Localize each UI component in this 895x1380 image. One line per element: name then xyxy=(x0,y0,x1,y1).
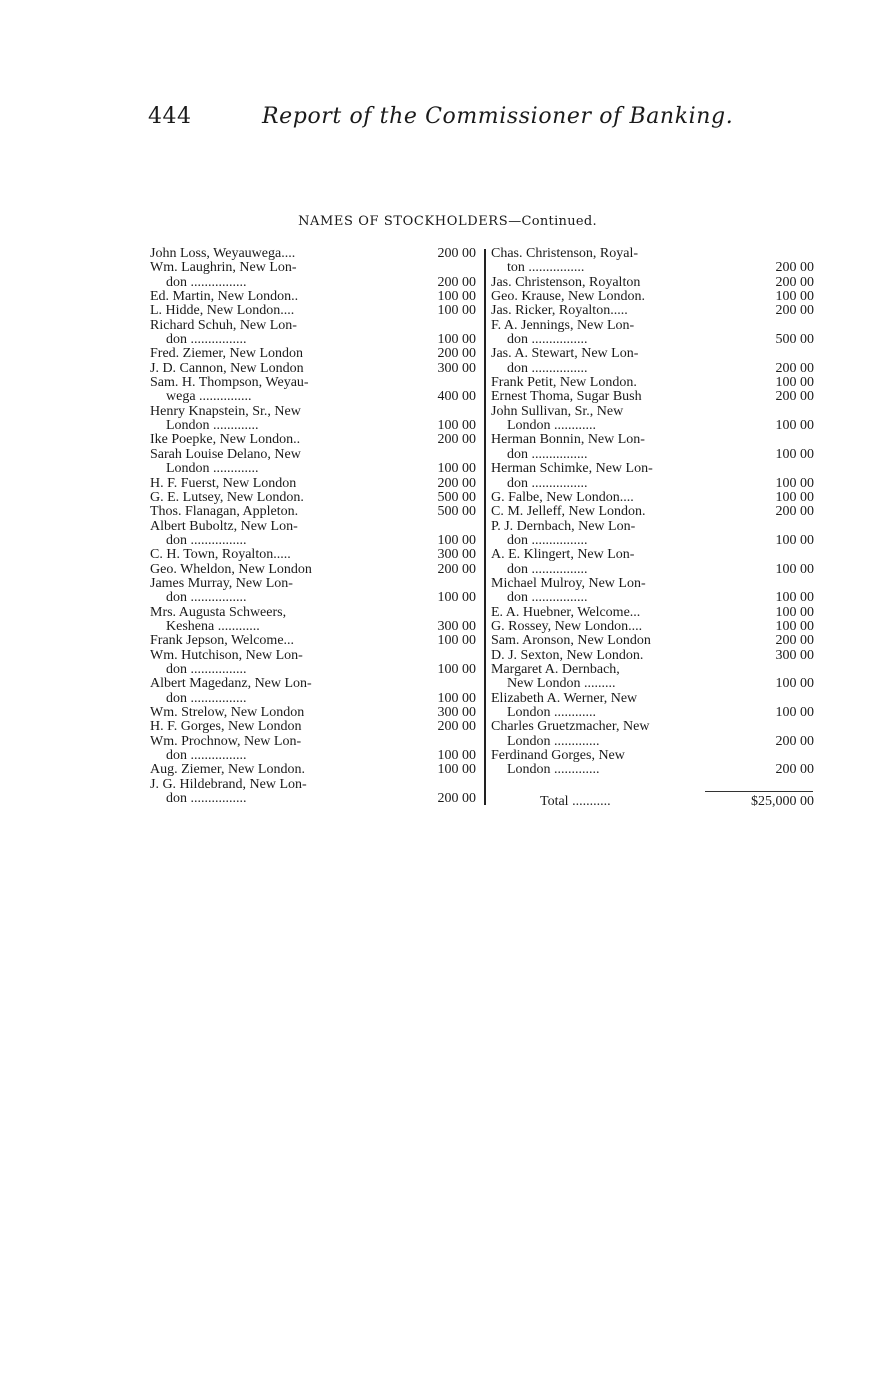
stockholder-amount: 100 00 xyxy=(434,663,477,677)
stockholder-amount: 300 00 xyxy=(434,706,477,720)
stockholder-name-line xyxy=(491,692,816,706)
stockholder-text: ton ................ xyxy=(507,261,585,276)
stockholder-amount: 100 00 xyxy=(434,534,477,548)
stockholder-text: C. H. Town, Royalton..... xyxy=(150,548,291,563)
stockholder-text: P. J. Dernbach, New Lon- xyxy=(491,519,636,534)
stockholder-amount: 100 00 xyxy=(772,376,815,390)
stockholder-name-line xyxy=(150,491,480,505)
stockholder-amount: 100 00 xyxy=(434,749,477,763)
stockholder-text: Elizabeth A. Werner, New xyxy=(491,691,638,706)
stockholder-entry xyxy=(491,462,816,491)
stockholder-entry xyxy=(491,606,816,620)
stockholder-amount: 500 00 xyxy=(772,333,815,347)
stockholder-entry xyxy=(150,304,480,318)
stockholder-amount: 100 00 xyxy=(772,290,815,304)
stockholder-text: John Sullivan, Sr., New xyxy=(491,404,624,419)
stockholder-entry xyxy=(491,577,816,606)
stockholder-text: Geo. Krause, New London. xyxy=(491,290,645,305)
stockholder-amount: 100 00 xyxy=(772,448,815,462)
stockholder-text: John Loss, Weyauwega.... xyxy=(150,247,296,261)
stockholder-amount: 100 00 xyxy=(434,634,477,648)
stockholder-text: G. Rossey, New London.... xyxy=(491,619,643,634)
stockholder-entry xyxy=(491,290,816,304)
stockholder-text: don ................ xyxy=(507,562,588,577)
stockholder-name-continuation xyxy=(150,276,480,290)
stockholder-amount: 100 00 xyxy=(772,563,815,577)
stockholder-entry xyxy=(150,491,480,505)
section-title-continued: —Continued. xyxy=(508,214,597,229)
section-title xyxy=(0,214,895,229)
stockholder-entry xyxy=(150,778,480,807)
stockholder-text: don ................ xyxy=(507,333,588,348)
stockholder-entry xyxy=(150,319,480,348)
stockholder-name-line xyxy=(150,319,480,333)
stockholder-text: F. A. Jennings, New Lon- xyxy=(491,318,635,333)
stockholder-amount: 200 00 xyxy=(434,477,477,491)
stockholder-text: don ................ xyxy=(166,533,247,548)
stockholder-text: don ................ xyxy=(166,792,247,807)
stockholder-text: don ................ xyxy=(507,591,588,606)
stockholder-text: G. E. Lutsey, New London. xyxy=(150,490,304,505)
stockholder-amount: 200 00 xyxy=(434,563,477,577)
stockholder-name-line xyxy=(491,276,816,290)
stockholder-name-continuation xyxy=(150,462,480,476)
stockholder-name-continuation xyxy=(150,663,480,677)
stockholder-text: D. J. Sexton, New London. xyxy=(491,648,644,663)
stockholder-entry xyxy=(150,606,480,635)
stockholder-entry xyxy=(491,276,816,290)
stockholder-amount: 100 00 xyxy=(772,677,815,691)
stockholder-text: Wm. Prochnow, New Lon- xyxy=(150,734,302,749)
stockholder-entry xyxy=(150,247,480,261)
stockholder-name-line xyxy=(491,390,816,404)
stockholder-text: Thos. Flanagan, Appleton. xyxy=(150,505,299,520)
stockholder-entry xyxy=(491,634,816,648)
stockholder-text: don ................ xyxy=(166,749,247,764)
total-amount: $25,000 00 xyxy=(747,794,814,810)
stockholder-text: Frank Petit, New London. xyxy=(491,376,637,391)
stockholder-text: Keshena ............ xyxy=(166,619,260,634)
stockholder-entry xyxy=(150,563,480,577)
stockholder-name-continuation xyxy=(491,677,816,691)
stockholder-text: L. Hidde, New London.... xyxy=(150,304,295,319)
stockholder-text: Wm. Laughrin, New Lon- xyxy=(150,261,297,276)
stockholder-name-line xyxy=(150,261,480,275)
stockholder-entry xyxy=(150,433,480,447)
stockholder-name-line xyxy=(150,778,480,792)
stockholder-entry xyxy=(491,390,816,404)
stockholder-entry xyxy=(491,548,816,577)
stockholder-name-continuation xyxy=(491,448,816,462)
stockholder-amount: 100 00 xyxy=(434,763,477,777)
stockholder-amount: 300 00 xyxy=(434,548,477,562)
running-head: Report of the Commissioner of Banking. xyxy=(262,104,734,129)
stockholder-name-line xyxy=(491,620,816,634)
stockholder-entry xyxy=(491,620,816,634)
stockholder-entry xyxy=(491,749,816,778)
stockholder-text: Margaret A. Dernbach, xyxy=(491,662,620,677)
stockholder-amount: 200 00 xyxy=(772,735,815,749)
stockholder-name-line xyxy=(491,505,816,519)
stockholder-entry xyxy=(491,692,816,721)
stockholder-text: G. Falbe, New London.... xyxy=(491,490,634,505)
stockholder-name-line xyxy=(491,663,816,677)
stockholder-text: Frank Jepson, Welcome... xyxy=(150,634,295,649)
stockholder-text: Herman Schimke, New Lon- xyxy=(491,462,653,477)
stockholder-amount: 300 00 xyxy=(434,620,477,634)
stockholder-amount: 100 00 xyxy=(772,534,815,548)
stockholder-entry xyxy=(150,548,480,562)
stockholder-name-line xyxy=(150,720,480,734)
stockholder-text: Fred. Ziemer, New London xyxy=(150,347,304,362)
stockholder-name-line xyxy=(491,548,816,562)
stockholder-amount: 500 00 xyxy=(434,505,477,519)
stockholder-amount: 100 00 xyxy=(434,692,477,706)
stockholder-amount: 100 00 xyxy=(434,419,477,433)
stockholder-entry xyxy=(491,720,816,749)
stockholder-name-line xyxy=(150,735,480,749)
stockholder-name-continuation xyxy=(491,735,816,749)
stockholder-entry xyxy=(150,261,480,290)
stockholder-name-line xyxy=(150,706,480,720)
stockholder-entry xyxy=(150,347,480,361)
stockholder-entry xyxy=(491,319,816,348)
stockholder-text: don ................ xyxy=(507,447,588,462)
stockholder-amount: 200 00 xyxy=(772,261,815,275)
stockholder-column-left xyxy=(150,247,480,806)
stockholder-text: Albert Buboltz, New Lon- xyxy=(150,519,298,534)
stockholder-name-line xyxy=(491,405,816,419)
stockholder-amount: 100 00 xyxy=(772,419,815,433)
stockholder-text: Wm. Hutchison, New Lon- xyxy=(150,648,303,663)
stockholder-text: Michael Mulroy, New Lon- xyxy=(491,576,646,591)
stockholder-entry xyxy=(491,247,816,276)
stockholder-text: Aug. Ziemer, New London. xyxy=(150,763,305,778)
stockholder-name-continuation xyxy=(150,620,480,634)
stockholder-name-continuation xyxy=(491,706,816,720)
stockholder-entry xyxy=(150,477,480,491)
stockholder-name-line xyxy=(491,347,816,361)
stockholder-name-continuation xyxy=(150,749,480,763)
stockholder-text: London ............ xyxy=(507,419,597,434)
stockholder-name-line xyxy=(150,405,480,419)
stockholder-entry xyxy=(491,505,816,519)
stockholder-amount: 200 00 xyxy=(434,792,477,806)
stockholder-amount: 300 00 xyxy=(772,649,815,663)
stockholder-name-continuation xyxy=(150,390,480,404)
stockholder-text: don ................ xyxy=(507,533,588,548)
stockholder-text: London ............ xyxy=(507,706,597,720)
stockholder-amount: 200 00 xyxy=(772,505,815,519)
stockholder-name-line xyxy=(491,520,816,534)
stockholder-entry xyxy=(491,520,816,549)
stockholder-name-line xyxy=(491,491,816,505)
stockholder-name-line xyxy=(150,649,480,663)
stockholder-text: Chas. Christenson, Royal- xyxy=(491,247,638,261)
stockholder-entry xyxy=(150,677,480,706)
stockholder-amount: 200 00 xyxy=(434,720,477,734)
total-row xyxy=(540,794,816,810)
stockholder-name-continuation xyxy=(491,333,816,347)
stockholder-name-continuation xyxy=(491,763,816,777)
stockholder-entry xyxy=(150,448,480,477)
stockholder-amount: 200 00 xyxy=(434,347,477,361)
stockholder-text: don ................ xyxy=(166,333,247,348)
stockholder-name-line xyxy=(491,720,816,734)
stockholder-name-continuation xyxy=(491,534,816,548)
stockholder-entry xyxy=(150,649,480,678)
stockholder-amount: 100 00 xyxy=(772,591,815,605)
stockholder-name-continuation xyxy=(491,591,816,605)
stockholder-text: London ............. xyxy=(166,419,259,434)
stockholder-name-continuation xyxy=(150,419,480,433)
stockholder-name-line xyxy=(491,649,816,663)
stockholder-name-continuation xyxy=(491,563,816,577)
section-title-text: NAMES OF STOCKHOLDERS xyxy=(298,214,509,229)
stockholder-name-line xyxy=(150,548,480,562)
stockholder-text: don ................ xyxy=(166,662,247,677)
stockholder-text: Henry Knapstein, Sr., New xyxy=(150,404,301,419)
stockholder-name-line xyxy=(491,433,816,447)
stockholder-name-line xyxy=(150,606,480,620)
stockholder-text: don ................ xyxy=(166,691,247,706)
stockholder-text: A. E. Klingert, New Lon- xyxy=(491,548,635,563)
stockholder-name-line xyxy=(491,304,816,318)
stockholder-amount: 200 00 xyxy=(772,763,815,777)
stockholder-name-line xyxy=(150,563,480,577)
stockholder-name-line xyxy=(491,606,816,620)
stockholder-text: Richard Schuh, New Lon- xyxy=(150,318,297,333)
stockholder-text: H. F. Gorges, New London xyxy=(150,720,302,735)
stockholder-text: wega ............... xyxy=(166,390,252,405)
stockholder-column-right xyxy=(491,247,816,778)
stockholder-name-line xyxy=(150,505,480,519)
total-label: Total ........... xyxy=(540,794,611,809)
stockholder-entry xyxy=(150,577,480,606)
stockholder-amount: 100 00 xyxy=(434,333,477,347)
stockholder-entry xyxy=(150,290,480,304)
stockholder-entry xyxy=(491,663,816,692)
stockholder-text: Ernest Thoma, Sugar Bush xyxy=(491,390,642,405)
stockholder-amount: 400 00 xyxy=(434,390,477,404)
stockholder-name-line xyxy=(150,477,480,491)
stockholder-text: Mrs. Augusta Schweers, xyxy=(150,605,287,620)
stockholder-text: J. G. Hildebrand, New Lon- xyxy=(150,777,307,792)
stockholder-amount: 100 00 xyxy=(434,462,477,476)
stockholder-amount: 100 00 xyxy=(772,706,815,720)
stockholder-entry xyxy=(491,405,816,434)
stockholder-text: Sarah Louise Delano, New xyxy=(150,447,301,462)
stockholder-entry xyxy=(150,520,480,549)
stockholder-name-line xyxy=(150,520,480,534)
stockholder-text: Ike Poepke, New London.. xyxy=(150,433,301,448)
stockholder-amount: 500 00 xyxy=(434,491,477,505)
stockholder-name-continuation xyxy=(491,261,816,275)
stockholder-text: Charles Gruetzmacher, New xyxy=(491,720,650,735)
stockholder-amount: 200 00 xyxy=(772,634,815,648)
stockholder-name-line xyxy=(491,319,816,333)
stockholder-text: London ............. xyxy=(507,763,600,778)
stockholder-name-line xyxy=(491,577,816,591)
stockholder-name-continuation xyxy=(150,534,480,548)
stockholder-text: Ed. Martin, New London.. xyxy=(150,290,299,305)
stockholder-name-line xyxy=(150,577,480,591)
stockholder-text: Jas. Christenson, Royalton xyxy=(491,275,641,290)
stockholder-entry xyxy=(491,433,816,462)
stockholder-text: Albert Magedanz, New Lon- xyxy=(150,677,312,692)
total-rule xyxy=(705,791,813,792)
stockholder-entry xyxy=(150,720,480,734)
stockholder-text: don ................ xyxy=(507,476,588,491)
stockholder-name-line xyxy=(150,448,480,462)
stockholder-entry xyxy=(150,376,480,405)
stockholder-entry xyxy=(150,362,480,376)
stockholder-amount: 100 00 xyxy=(772,477,815,491)
stockholder-entry xyxy=(491,491,816,505)
stockholder-name-line xyxy=(150,304,480,318)
stockholder-name-line xyxy=(491,749,816,763)
stockholder-entry xyxy=(150,405,480,434)
stockholder-text: London ............. xyxy=(166,462,259,477)
stockholder-amount: 200 00 xyxy=(434,276,477,290)
stockholder-name-line xyxy=(150,677,480,691)
stockholder-name-continuation xyxy=(150,591,480,605)
stockholder-name-continuation xyxy=(491,477,816,491)
stockholder-text: Jas. Ricker, Royalton..... xyxy=(491,304,628,319)
stockholder-entry xyxy=(150,763,480,777)
stockholder-text: Jas. A. Stewart, New Lon- xyxy=(491,347,639,362)
stockholder-entry xyxy=(150,505,480,519)
stockholder-amount: 100 00 xyxy=(772,606,815,620)
stockholder-amount: 200 00 xyxy=(772,304,815,318)
stockholder-entry xyxy=(491,347,816,376)
stockholder-amount: 200 00 xyxy=(772,362,815,376)
stockholder-text: J. D. Cannon, New London xyxy=(150,361,304,376)
stockholder-name-line xyxy=(150,290,480,304)
stockholder-text: E. A. Huebner, Welcome... xyxy=(491,605,641,620)
stockholder-name-line xyxy=(150,763,480,777)
stockholder-amount: 200 00 xyxy=(772,390,815,404)
stockholder-name-line xyxy=(150,634,480,648)
stockholder-text: H. F. Fuerst, New London xyxy=(150,476,297,491)
stockholder-entry xyxy=(150,634,480,648)
stockholder-text: Ferdinand Gorges, New xyxy=(491,749,625,764)
stockholder-text: Herman Bonnin, New Lon- xyxy=(491,433,645,448)
stockholder-entry xyxy=(150,735,480,764)
column-divider xyxy=(484,249,486,805)
stockholder-name-line xyxy=(491,290,816,304)
stockholder-name-line xyxy=(150,247,480,261)
stockholder-text: Geo. Wheldon, New London xyxy=(150,562,312,577)
stockholder-text: Wm. Strelow, New London xyxy=(150,706,305,720)
stockholder-name-line xyxy=(150,433,480,447)
stockholder-name-line xyxy=(150,347,480,361)
stockholder-entry xyxy=(150,706,480,720)
stockholder-name-line xyxy=(150,362,480,376)
stockholder-amount: 200 00 xyxy=(434,247,477,261)
stockholder-text: Sam. H. Thompson, Weyau- xyxy=(150,376,309,391)
stockholder-amount: 100 00 xyxy=(772,620,815,634)
stockholder-name-line xyxy=(491,634,816,648)
stockholder-entry xyxy=(491,649,816,663)
stockholder-amount: 100 00 xyxy=(434,304,477,318)
stockholder-name-continuation xyxy=(150,333,480,347)
stockholder-name-continuation xyxy=(150,692,480,706)
stockholder-text: C. M. Jelleff, New London. xyxy=(491,505,646,520)
stockholder-text: don ................ xyxy=(166,275,247,290)
stockholder-amount: 100 00 xyxy=(772,491,815,505)
stockholder-amount: 100 00 xyxy=(434,591,477,605)
stockholder-name-line xyxy=(491,247,816,261)
stockholder-text: don ................ xyxy=(166,591,247,606)
stockholder-text: Sam. Aronson, New London xyxy=(491,634,651,649)
stockholder-text: James Murray, New Lon- xyxy=(150,576,293,591)
stockholder-name-continuation xyxy=(150,792,480,806)
stockholder-name-continuation xyxy=(491,362,816,376)
stockholder-entry xyxy=(491,376,816,390)
stockholder-name-line xyxy=(150,376,480,390)
stockholder-amount: 200 00 xyxy=(434,433,477,447)
stockholder-text: New London ......... xyxy=(507,677,616,692)
stockholder-text: London ............. xyxy=(507,734,600,749)
stockholder-amount: 300 00 xyxy=(434,362,477,376)
stockholder-amount: 100 00 xyxy=(434,290,477,304)
stockholder-name-line xyxy=(491,462,816,476)
page-number: 444 xyxy=(148,104,192,129)
stockholder-entry xyxy=(491,304,816,318)
stockholder-name-continuation xyxy=(491,419,816,433)
stockholder-amount: 200 00 xyxy=(772,276,815,290)
stockholder-text: don ................ xyxy=(507,361,588,376)
stockholder-name-line xyxy=(491,376,816,390)
